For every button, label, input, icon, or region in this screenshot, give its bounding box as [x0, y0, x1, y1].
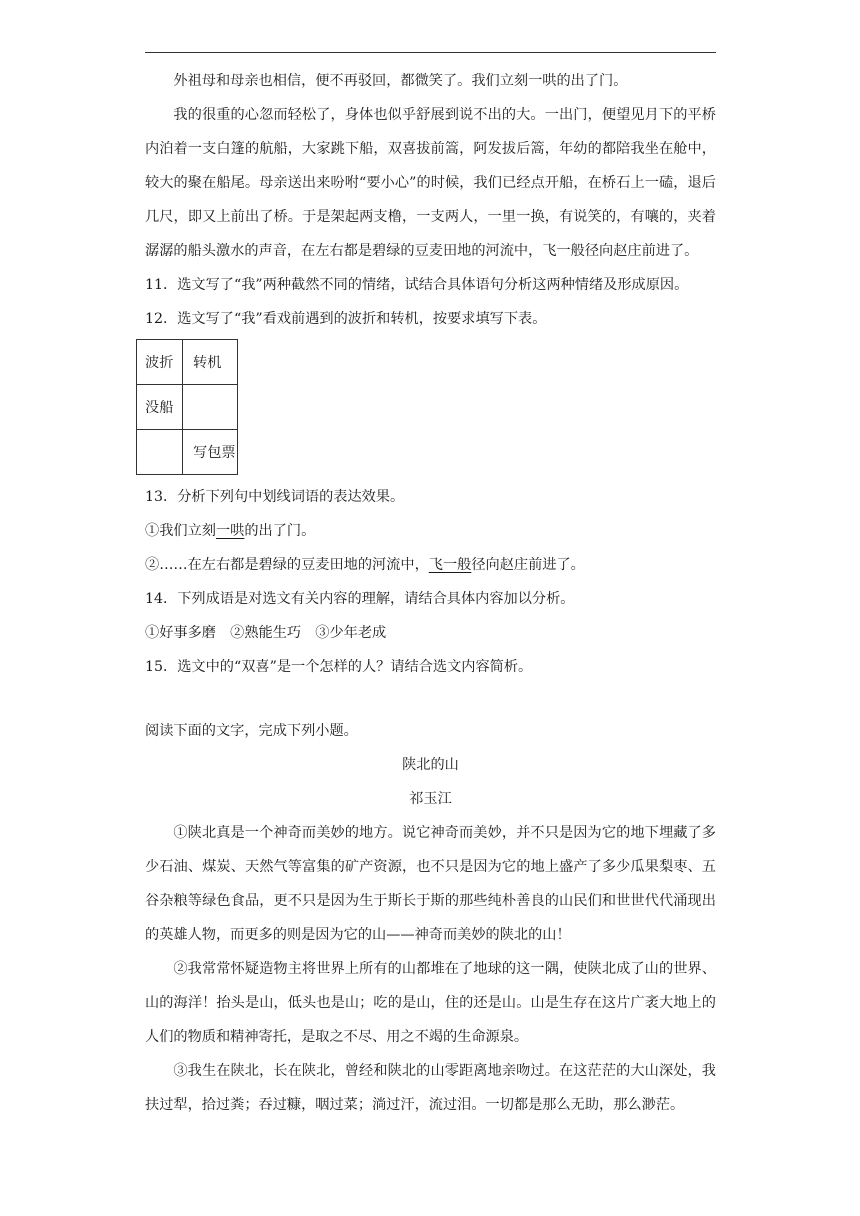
passage2-intro: 阅读下面的文字，完成下列小题。 — [145, 723, 358, 739]
table-row — [137, 430, 238, 475]
passage2-author: 祁玉江 — [409, 791, 452, 807]
document-body — [145, 64, 716, 1122]
question-13-sentence-2 — [145, 548, 716, 582]
question-13: 13．分析下列句中划线词语的表达效果。 — [145, 489, 405, 505]
passage1-paragraph-2: 我的很重的心忽而轻松了，身体也似乎舒展到说不出的大。一出门，便望见月下的平桥内泊着一支白篷的航船，大家跳下船，双喜拔前篙，阿发拔后篙，年幼的都陪我坐在舱中，较大的聚在船尾。母亲送出来吩咐“要小心”的时候，我们已经点开船，在桥石上一磕，退后几尺，即又上前出了桥。于是架起两支橹，一支两人，一里一换，有说笑的，有嚷的，夹着潺潺的船头激水的声音，在左右都是碧绿的豆麦田地的河流中，飞一般径向赵庄前进了。 — [145, 107, 716, 259]
passage2-paragraph-1: ①陕北真是一个神奇而美妙的地方。说它神奇而美妙，并不只是因为它的地下埋藏了多少石油、煤炭、天然气等富集的矿产资源，也不只是因为它的地上盛产了多少瓜果梨枣、五谷杂粮等绿色食品，更不只是因为生于斯长于斯的那些纯朴善良的山民们和世世代代涌现出的英雄人物，而更多的则是因为它的山——神奇而美妙的陕北的山！ — [145, 825, 716, 943]
table-row — [137, 385, 238, 430]
question-12: 12．选文写了“我”看戏前遇到的波折和转机，按要求填写下表。 — [145, 311, 547, 327]
table-cell-blank — [137, 430, 183, 475]
passage2-paragraph-3: ③我生在陕北，长在陕北，曾经和陕北的山零距离地亲吻过。在这茫茫的大山深处，我扶过犁，拾过粪；吞过糠，咽过菜；淌过汗，流过泪。一切都是那么无助，那么渺茫。 — [145, 1063, 716, 1113]
sentence-text: ②……在左右都是碧绿的豆麦田地的河流中， — [145, 557, 429, 573]
table-cell: 写包票 — [183, 430, 238, 475]
question-14: 14．下列成语是对选文有关内容的理解，请结合具体内容加以分析。 — [145, 591, 575, 607]
table-cell: 转机 — [183, 340, 238, 385]
sentence-text: 的出了门。 — [244, 523, 316, 539]
sentence-text: ①我们立刻 — [145, 523, 216, 539]
table-cell-blank — [183, 385, 238, 430]
table-row — [137, 340, 238, 385]
question-13-sentence-1 — [145, 514, 716, 548]
header-rule — [145, 52, 716, 53]
passage2-title: 陕北的山 — [402, 757, 459, 773]
question-14-items: ①好事多磨 ②熟能生巧 ③少年老成 — [145, 625, 387, 641]
section-gap — [145, 684, 716, 714]
passage1-paragraph-1: 外祖母和母亲也相信，便不再驳回，都微笑了。我们立刻一哄的出了门。 — [173, 73, 628, 89]
passage2-paragraph-2: ②我常常怀疑造物主将世界上所有的山都堆在了地球的这一隅，使陕北成了山的世界、山的海洋！抬头是山，低头也是山；吃的是山，住的还是山。山是生存在这片广袤大地上的人们的物质和精神寄托，是取之不尽、用之不竭的生命源泉。 — [145, 961, 716, 1045]
question-15: 15．选文中的“双喜”是一个怎样的人？请结合选文内容简析。 — [145, 659, 533, 675]
table-cell: 没船 — [137, 385, 183, 430]
underlined-word: 一哄 — [215, 523, 245, 539]
sentence-text: 径向赵庄前进了。 — [471, 557, 585, 573]
question-12-table — [136, 339, 238, 475]
underlined-word: 飞一般 — [428, 557, 472, 573]
table-cell: 波折 — [137, 340, 183, 385]
question-11: 11．选文写了“我”两种截然不同的情绪，试结合具体语句分析这两种情绪及形成原因。 — [145, 277, 689, 293]
